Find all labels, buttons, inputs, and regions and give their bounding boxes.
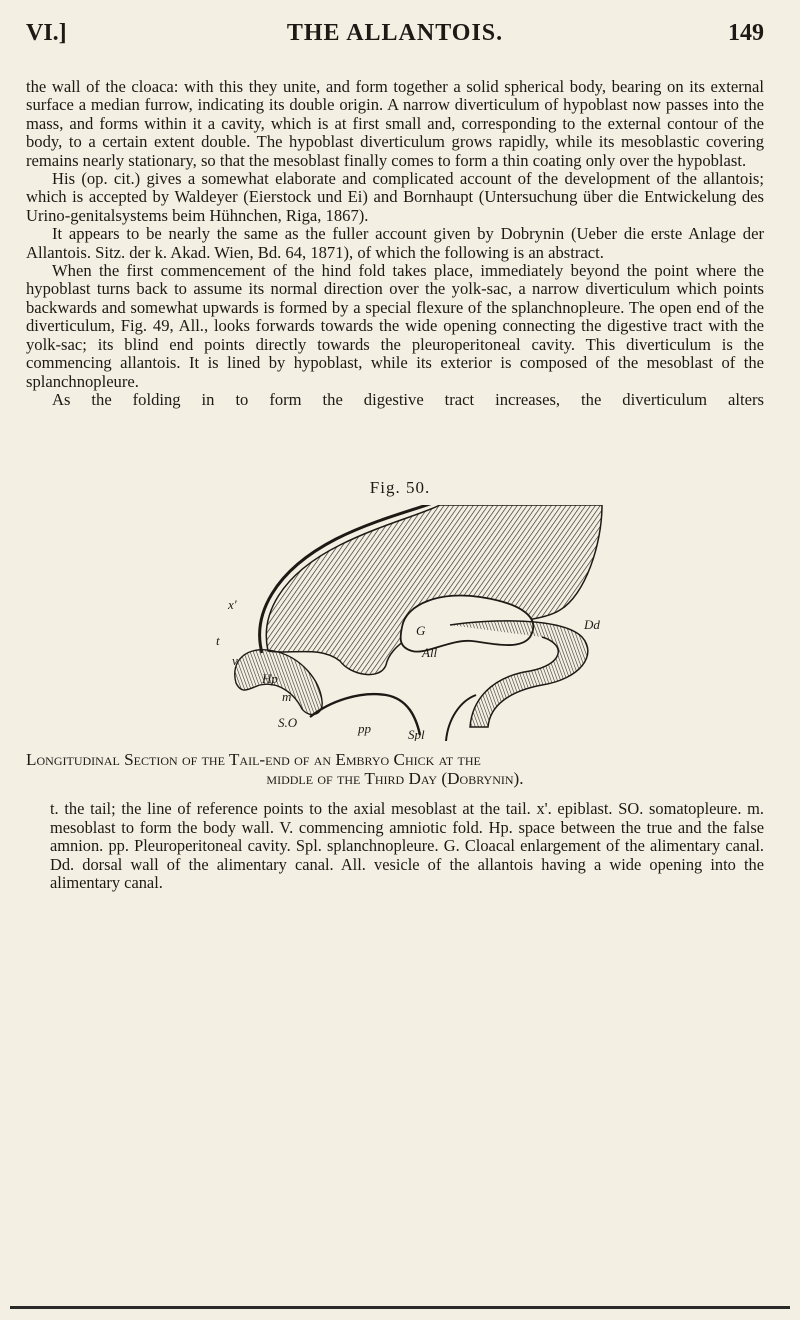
- figure-label: Fig. 50.: [369, 478, 431, 497]
- label-v: v: [232, 653, 238, 668]
- label-x-prime: x': [228, 597, 237, 612]
- page-number: 149: [728, 20, 764, 46]
- figure-legend: [26, 800, 764, 893]
- label-dd: Dd: [584, 617, 600, 632]
- label-so: S.O: [278, 715, 298, 730]
- paragraph: As the folding in to form the digestive tract increases, the diverticulum alters: [52, 389, 764, 409]
- running-title: THE ALLANTOIS.: [286, 20, 504, 46]
- legend-text: t. the tail; the line of reference points to the axial mesoblast at the tail. x'. epiblast. SO. somatopleure. m. mesoblast to form the body wall. V. commencing amniotic fold. Hp. space between the true and the false amnion. pp. Pleuroperitoneal cavity. Spl. splanchnopleure. G. Cloacal enlargement of the alimentary canal. Dd. dorsal wall of the alimentary canal. All. vesicle of the allantois having a wide opening into the alimentary canal.: [50, 799, 764, 893]
- label-hp: Hp: [262, 671, 278, 686]
- label-pp: pp: [358, 721, 371, 736]
- label-t: t: [216, 633, 220, 648]
- embryo-section-figure: [190, 505, 610, 741]
- body-text: [26, 78, 764, 409]
- running-header: [26, 14, 764, 54]
- label-m: m: [282, 689, 292, 704]
- paragraph: When the first commencement of the hind fold takes place, immediately beyond the point where the hypoblast turns back to assume its normal direction over the yolk-sac, a narrow diverticulum which points backwards and somewhat upwards is formed by a special flexure of the splanchnopleure. The open end of the diverticulum, Fig. 49, All., looks forwards towards the wide opening connecting the digestive tract with the yolk-sac; its blind end points directly towards the pleuroperitoneal cavity. This diverticulum is the commencing allantois. It is lined by hypoblast, while its exterior is composed of the mesoblast of the splanchnopleure.: [26, 261, 764, 391]
- paragraph: It appears to be nearly the same as the fuller account given by Dobrynin (Ueber die erste Anlage der Allantois. Sitz. der k. Akad. Wien, Bd. 64, 1871), of which the following is an abstract.: [26, 224, 764, 262]
- figure-caption-title: [26, 750, 764, 788]
- label-spl: Spl: [408, 727, 425, 741]
- page-bottom-rule: [10, 1306, 790, 1309]
- label-all: All: [422, 645, 438, 660]
- caption-title-line-2: middle of the Third Day (Dobrynin).: [266, 769, 524, 788]
- paragraph: the wall of the cloaca: with this they unite, and form together a solid spherical body, bearing on its external surface a median furrow, indicating its double origin. A narrow diverticulum of hypoblast now passes into the mass, and forms within it a cavity, which is at first small and, corresponding to the external contour of the body, to a certain extent double. The hypoblast diverticulum grows rapidly, while its mesoblastic covering remains nearly stationary, so that the mesoblast finally comes to form a thin coating only over the hypoblast.: [26, 77, 764, 170]
- caption-title-line-1: Longitudinal Section of the Tail-end of an Embryo Chick at the: [26, 750, 481, 769]
- chapter-number: VI.]: [26, 20, 67, 46]
- label-g: G: [416, 623, 426, 638]
- amniotic-fold: [235, 650, 322, 715]
- paragraph: His (op. cit.) gives a somewhat elaborate and complicated account of the development of the allantois; which is accepted by Waldeyer (Eierstock und Ei) and Bornhaupt (Untersuchung über die Entwickelung des Urino-genitalsystems beim Hühnchen, Riga, 1867).: [26, 169, 764, 225]
